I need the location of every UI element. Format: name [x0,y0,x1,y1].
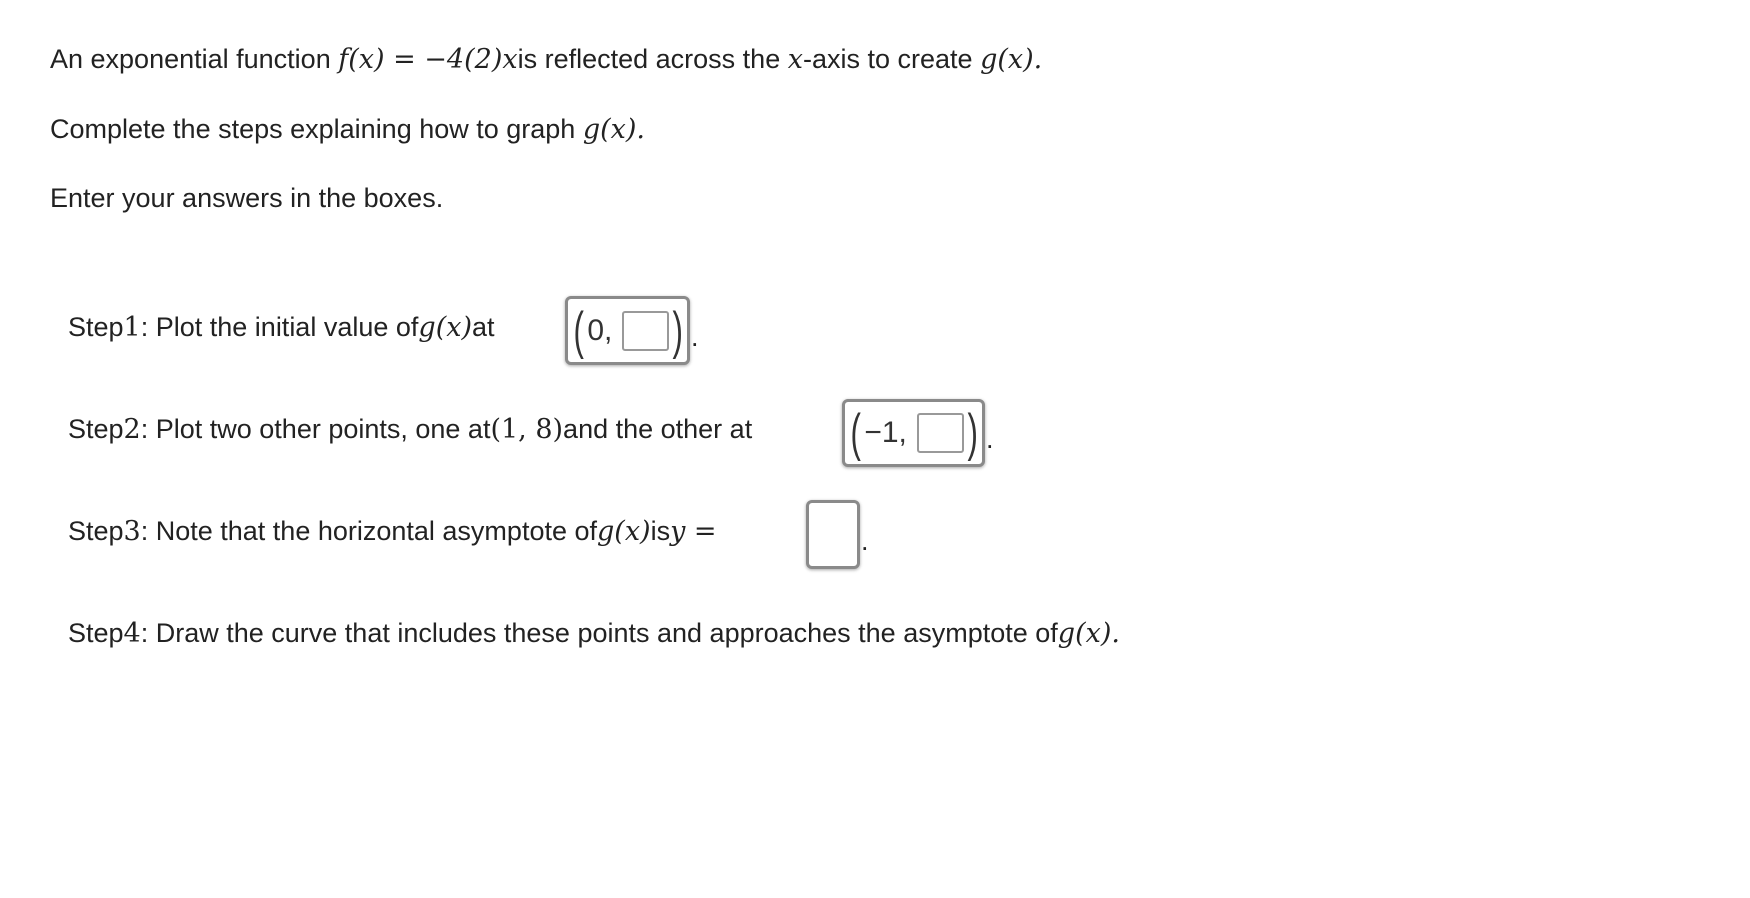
answer-instruction [50,183,443,214]
text: is [650,516,671,546]
text: Enter your answers in the boxes. [50,183,444,213]
step-3 [68,516,717,547]
math-y-equals: y = [670,516,717,547]
coord-x: −1, [864,416,907,449]
point-answer-box-1 [565,296,690,365]
step-number: 4 [123,618,141,649]
step-4 [68,618,1120,649]
period: . [691,322,699,352]
math-x: x [787,44,803,75]
text: Step [68,618,124,648]
text: : Draw the curve that includes these points and approaches the asymptote of [140,618,1058,648]
text: An exponential function [50,44,331,74]
left-paren: ( [850,404,861,462]
problem-statement [50,44,1042,75]
math-g: g(x). [980,44,1043,75]
step2-y-input[interactable] [917,413,964,453]
instruction [50,114,645,145]
text: Step [68,414,124,444]
text: -axis to create [802,44,973,74]
step-1 [68,312,495,343]
period: . [861,526,869,556]
text: Step [68,516,124,546]
text: and the other at [563,414,753,444]
text: at [471,312,495,342]
math-g: g(x) [418,312,472,343]
math-g: g(x). [1057,618,1120,649]
point-answer-box-2 [842,399,985,467]
asymptote-input[interactable] [806,500,860,569]
period: . [986,424,994,454]
right-paren: ) [672,301,684,360]
text: is reflected across the [517,44,781,74]
left-paren: ( [573,301,584,360]
text: : Plot two other points, one at [140,414,491,444]
text: : Note that the horizontal asymptote of [140,516,597,546]
step1-y-input[interactable] [622,311,669,351]
right-paren: ) [967,404,978,462]
step-number: 1 [123,312,141,343]
text: Step [68,312,124,342]
math-f: f(x) = −4(2) [338,44,503,75]
step-2 [68,414,752,445]
step-number: 2 [123,414,141,445]
math-g: g(x). [582,114,646,145]
text: : Plot the initial value of [140,312,419,342]
text: Complete the steps explaining how to graph [50,114,576,144]
math-point: (1, 8) [490,414,564,445]
coord-x: 0, [587,313,613,347]
step-number: 3 [123,516,141,547]
math-exponent: x [502,44,518,75]
math-g: g(x) [597,516,651,547]
